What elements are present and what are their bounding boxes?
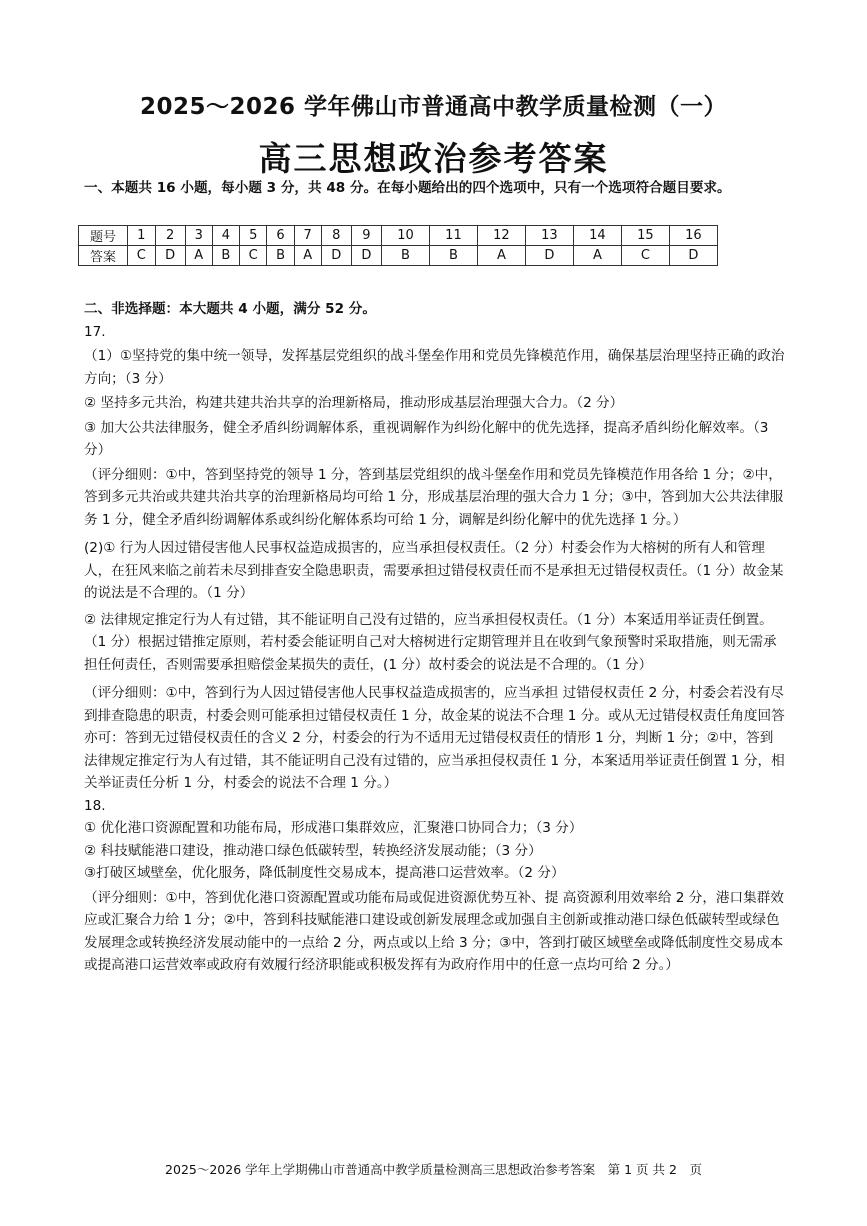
question-number-cell: 3 bbox=[185, 226, 212, 246]
answer-key-title: 高三思想政治参考答案 bbox=[258, 139, 609, 178]
q17-part2-point1: (2)① 行为人因过错侵害他人民事权益造成损害的，应当承担侵权责任。（2 分）村委会作为大榕树的所有人和管理人，在狂风来临之前若未尽到排查安全隐患职责，需要承担过错侵权责任而不是承担无过错侵权责任。（1 分）故金某的说法是不合理的。（1 分） bbox=[84, 540, 784, 601]
answer-cell: C bbox=[621, 246, 669, 266]
q17-part1-point2: ② 坚持多元共治，构建共建共治共享的治理新格局，推动形成基层治理强大合力。（2 分） bbox=[84, 395, 624, 411]
answer-cell: B bbox=[212, 246, 239, 266]
q18-point1: ① 优化港口资源配置和功能布局，形成港口集群效应，汇聚港口协同合力；（3 分） bbox=[84, 820, 583, 836]
q18-scoring-rules: （评分细则：①中，答到优化港口资源配置或功能布局或促进资源优势互补、提 高资源利用效率给 2 分，港口集群效应或汇聚合力给 1 分；②中，答到科技赋能港口建设或创新发展理念或加强自主创新或推动港口绿色低碳转型或绿色发展理念或转换经济发展动能中的一点给 2 分，两点或以上给 3 分；③中，答到打破区域壁垒或降低制度性交易成本或提高港口运营效率或政府有效履行经济职能或积极发挥有为政府作用中的任意一点均可给 2 分。） bbox=[84, 889, 784, 973]
q17-part2-scoring-rules: （评分细则：①中，答到行为人因过错侵害他人民事权益造成损害的，应当承担 过错侵权责任 2 分，村委会若没有尽到排查隐患的职责，村委会则可能承担过错侵权责任 1 分，故金某的说法不合理 1 分。或从无过错侵权责任角度回答亦可：答到无过错侵权责任的含义 2 分，村委会的行为不适用无过错侵权责任的情形 1 分，判断 1 分；②中，答到法律规定推定行为人有过错，其不能证明自己没有过错的，应当承担侵权责任 1 分，本案适用举证责任倒置 1 分，相关举证责任分析 1 分，村委会的说法不合理 1 分。） bbox=[84, 685, 785, 791]
exam-title: 2025～2026 学年佛山市普通高中教学质量检测（一） bbox=[139, 94, 728, 120]
answer-cell: B bbox=[429, 246, 477, 266]
answer-cell: D bbox=[155, 246, 185, 266]
section1-heading: 一、本题共 16 小题，每小题 3 分，共 48 分。在每小题给出的四个选项中，只有一个选项符合题目要求。 bbox=[84, 180, 731, 196]
q18-point2: ② 科技赋能港口建设，推动港口绿色低碳转型，转换经济发展动能；（3 分） bbox=[84, 842, 542, 859]
question-number-cell: 12 bbox=[477, 226, 525, 246]
question-number-cell: 6 bbox=[267, 226, 294, 246]
row-label-answer: 答案 bbox=[79, 246, 128, 266]
answer-cell: A bbox=[573, 246, 621, 266]
q17-part1-point3: ③ 加大公共法律服务，健全矛盾纠纷调解体系，重视调解作为纠纷化解中的优先选择，提高矛盾纠纷化解效率。（3 分） bbox=[84, 419, 769, 458]
answer-cell: B bbox=[381, 246, 429, 266]
question-number-cell: 7 bbox=[294, 226, 321, 246]
answer-cell: D bbox=[321, 246, 351, 266]
page-footer: 2025～2026 学年上学期佛山市普通高中教学质量检测高三思想政治参考答案 第 1 页 共 2 页 bbox=[165, 1162, 702, 1177]
answer-cell: D bbox=[669, 246, 717, 266]
answer-cell: A bbox=[477, 246, 525, 266]
answer-cell: A bbox=[294, 246, 321, 266]
question-number-cell: 11 bbox=[429, 226, 477, 246]
answer-cell: A bbox=[185, 246, 212, 266]
question-number-cell: 4 bbox=[212, 226, 239, 246]
question-17-label: 17. bbox=[84, 323, 106, 340]
answer-cell: C bbox=[128, 246, 156, 266]
answer-table bbox=[78, 225, 718, 266]
question-number-cell: 10 bbox=[381, 226, 429, 246]
answer-cell: D bbox=[351, 246, 381, 266]
question-number-cell: 5 bbox=[239, 226, 267, 246]
answer-cell: B bbox=[267, 246, 294, 266]
question-number-row bbox=[79, 226, 718, 246]
q18-point3: ③打破区域壁垒，优化服务，降低制度性交易成本，提高港口运营效率。（2 分） bbox=[84, 865, 565, 881]
question-number-cell: 16 bbox=[669, 226, 717, 246]
answer-cell: C bbox=[239, 246, 267, 266]
q17-part2-point2: ② 法律规定推定行为人有过错，其不能证明自己没有过错的，应当承担侵权责任。（1 分）本案适用举证责任倒置。（1 分）根据过错推定原则，若村委会能证明自己对大榕树进行定期管理并且在收到气象预警时采取措施，则无需承担任何责任，否则需要承担赔偿金某损失的责任，(1 分）故村委会的说法是不合理的。（1 分） bbox=[84, 611, 777, 673]
question-number-cell: 13 bbox=[525, 226, 573, 246]
question-number-cell: 8 bbox=[321, 226, 351, 246]
section2-heading: 二、非选择题：本大题共 4 小题，满分 52 分。 bbox=[84, 301, 376, 317]
question-number-cell: 9 bbox=[351, 226, 381, 246]
question-number-cell: 2 bbox=[155, 226, 185, 246]
row-label-question-number: 题号 bbox=[79, 226, 128, 246]
section2-body bbox=[84, 298, 786, 977]
answer-cell: D bbox=[525, 246, 573, 266]
question-number-cell: 14 bbox=[573, 226, 621, 246]
question-number-cell: 15 bbox=[621, 226, 669, 246]
q17-part1-scoring-rules: （评分细则：①中，答到坚持党的领导 1 分，答到基层党组织的战斗堡垒作用和党员先锋模范作用各给 1 分；②中，答到多元共治或共建共治共享的治理新格局均可给 1 分，形成基层治理的强大合力 1 分；③中，答到加大公共法律服务 1 分，健全矛盾纠纷调解体系或纠纷化解体系均可给 1 分，调解是纠纷化解中的优先选择 1 分。） bbox=[84, 466, 784, 528]
answer-row bbox=[79, 246, 718, 266]
question-18-label: 18. bbox=[84, 797, 106, 814]
q17-part1-point1: （1）①坚持党的集中统一领导，发挥基层党组织的战斗堡垒作用和党员先锋模范作用，确保基层治理坚持正确的政治方向；（3 分） bbox=[84, 348, 785, 387]
question-number-cell: 1 bbox=[128, 226, 156, 246]
